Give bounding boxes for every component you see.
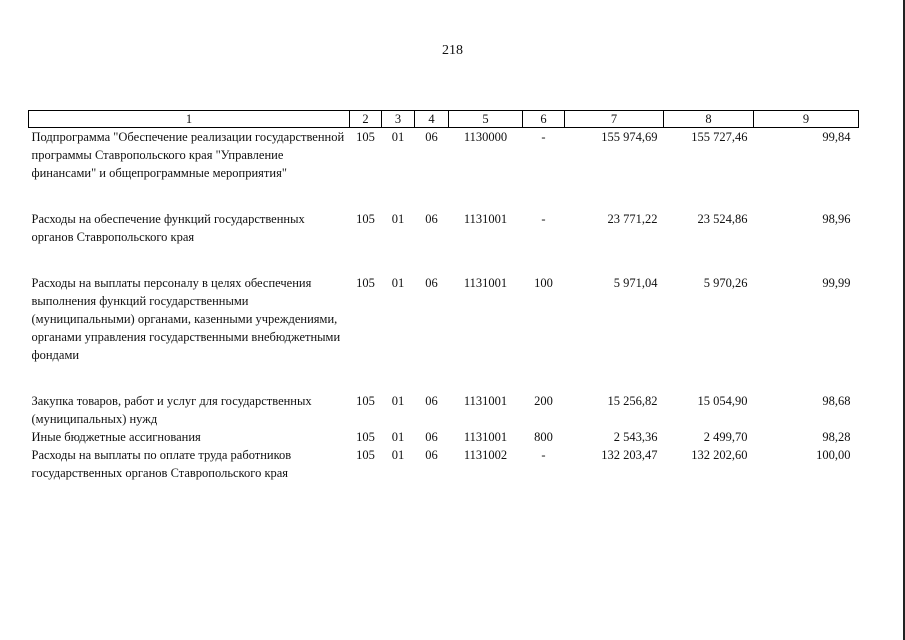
expense-type-cell: 100 (534, 276, 553, 290)
column-number-header-row (29, 111, 859, 128)
target-article-cell: 1131001 (463, 394, 508, 408)
executed-amount-cell: 2 499,70 (703, 430, 748, 444)
code-cell: 105 (356, 448, 375, 462)
execution-percent-cell: 99,84 (822, 130, 851, 144)
code-cell: 105 (356, 130, 375, 144)
planned-amount-cell: 132 203,47 (601, 448, 658, 462)
target-article-cell: 1131002 (463, 448, 508, 462)
subsection-cell: 06 (425, 276, 438, 290)
code-cell: 105 (356, 276, 375, 290)
target-article-cell: 1131001 (463, 276, 508, 290)
table-row (29, 210, 859, 274)
subsection-cell: 06 (425, 394, 438, 408)
column-header: 7 (565, 111, 664, 128)
executed-amount-cell: 23 524,86 (697, 212, 748, 226)
execution-percent-cell: 98,28 (822, 430, 851, 444)
row-name-cell: Иные бюджетные ассигнования (31, 430, 201, 444)
execution-percent-cell: 100,00 (816, 448, 851, 462)
column-header: 2 (350, 111, 382, 128)
column-header: 6 (523, 111, 565, 128)
executed-amount-cell: 132 202,60 (691, 448, 748, 462)
section-cell: 01 (391, 130, 405, 144)
section-cell: 01 (391, 448, 405, 462)
column-header: 4 (415, 111, 449, 128)
executed-amount-cell: 5 970,26 (703, 276, 748, 290)
expense-type-cell: - (541, 130, 546, 144)
table-row (29, 128, 859, 211)
column-header: 3 (382, 111, 415, 128)
column-header: 9 (754, 111, 859, 128)
row-name-cell: Подпрограмма "Обеспечение реализации государственной программы Ставропольского края "Управление финансами" и общепрограммные мероприятия" (31, 130, 345, 180)
code-cell: 105 (356, 430, 375, 444)
execution-percent-cell: 98,68 (822, 394, 851, 408)
table-row (29, 446, 859, 482)
section-cell: 01 (391, 394, 405, 408)
table-row (29, 428, 859, 446)
planned-amount-cell: 23 771,22 (607, 212, 658, 226)
budget-table (28, 110, 859, 482)
executed-amount-cell: 15 054,90 (697, 394, 748, 408)
row-name-cell: Расходы на обеспечение функций государственных органов Ставропольского края (31, 212, 305, 244)
column-header: 8 (664, 111, 754, 128)
column-header: 5 (449, 111, 523, 128)
subsection-cell: 06 (425, 212, 438, 226)
target-article-cell: 1130000 (463, 130, 508, 144)
table-row (29, 274, 859, 392)
expense-type-cell: 800 (534, 430, 553, 444)
planned-amount-cell: 15 256,82 (607, 394, 658, 408)
target-article-cell: 1131001 (463, 212, 508, 226)
subsection-cell: 06 (425, 430, 438, 444)
row-name-cell: Расходы на выплаты по оплате труда работников государственных органов Ставропольского края (31, 448, 292, 480)
target-article-cell: 1131001 (463, 430, 508, 444)
execution-percent-cell: 99,99 (822, 276, 851, 290)
subsection-cell: 06 (425, 448, 438, 462)
section-cell: 01 (391, 430, 405, 444)
section-cell: 01 (391, 212, 405, 226)
planned-amount-cell: 5 971,04 (613, 276, 658, 290)
planned-amount-cell: 155 974,69 (601, 130, 658, 144)
column-header: 1 (29, 111, 350, 128)
subsection-cell: 06 (425, 130, 438, 144)
row-name-cell: Расходы на выплаты персоналу в целях обеспечения выполнения функций государственными (муниципальными) органами, казенными учреждениями, органами управления государственными внебюджетными фондами (31, 276, 341, 362)
expense-type-cell: 200 (534, 394, 553, 408)
code-cell: 105 (356, 394, 375, 408)
page-number: 218 (442, 43, 463, 58)
row-name-cell: Закупка товаров, работ и услуг для государственных (муниципальных) нужд (31, 394, 312, 426)
planned-amount-cell: 2 543,36 (613, 430, 658, 444)
code-cell: 105 (356, 212, 375, 226)
execution-percent-cell: 98,96 (822, 212, 851, 226)
section-cell: 01 (391, 276, 405, 290)
expense-type-cell: - (541, 448, 546, 462)
executed-amount-cell: 155 727,46 (691, 130, 748, 144)
expense-type-cell: - (541, 212, 546, 226)
table-row (29, 392, 859, 428)
